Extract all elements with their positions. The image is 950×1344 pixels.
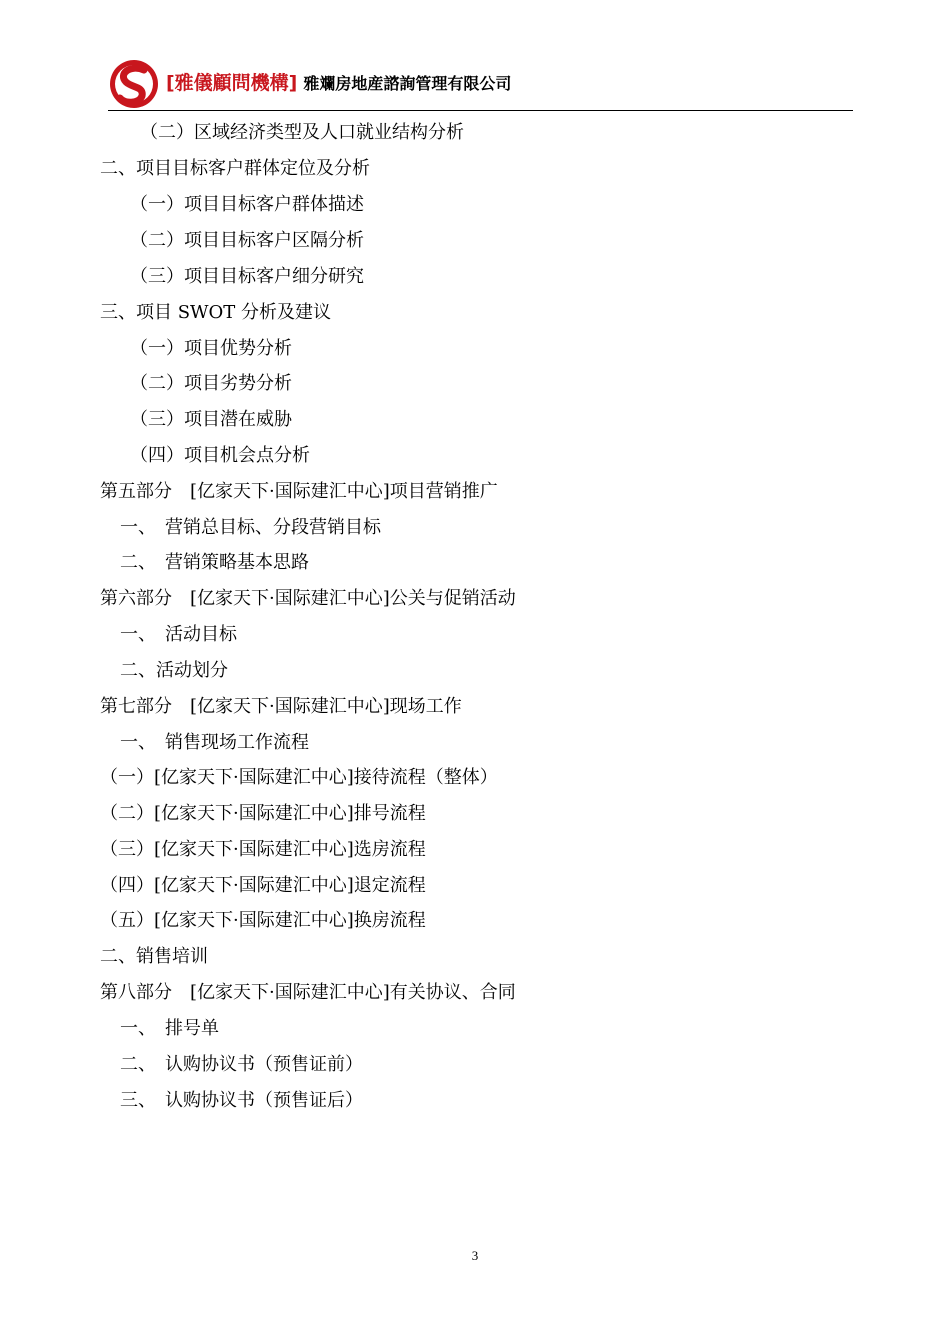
toc-line: （四）[亿家天下·国际建汇中心]退定流程	[100, 875, 426, 896]
toc-line: （二）项目劣势分析	[130, 373, 292, 394]
toc-line: 二、项目目标客户群体定位及分析	[100, 158, 370, 179]
toc-line: 第五部分 [亿家天下·国际建汇中心]项目营销推广	[100, 481, 498, 502]
toc-line: 一、 活动目标	[120, 624, 237, 645]
toc-line: 一、 销售现场工作流程	[120, 732, 309, 753]
toc-line: （一）项目目标客户群体描述	[130, 194, 364, 215]
toc-line: 二、销售培训	[100, 946, 208, 967]
toc-line: 一、 营销总目标、分段营销目标	[120, 517, 381, 538]
toc-line: 第七部分 [亿家天下·国际建汇中心]现场工作	[100, 696, 462, 717]
toc-line: （二）项目目标客户区隔分析	[130, 230, 364, 251]
toc-line: 一、 排号单	[120, 1018, 219, 1039]
org-name: [雅儀顧問機構]	[166, 72, 298, 94]
toc-line: （一）[亿家天下·国际建汇中心]接待流程（整体）	[100, 767, 498, 788]
toc-line: （四）项目机会点分析	[130, 445, 310, 466]
toc-line: 二、 认购协议书（预售证前）	[120, 1054, 363, 1075]
header-rule	[108, 110, 853, 111]
toc-line: （二）区域经济类型及人口就业结构分析	[140, 122, 464, 143]
page-number: 3	[471, 1248, 479, 1263]
company-logo-icon	[108, 58, 160, 110]
company-name: 雅斕房地産諮詢管理有限公司	[303, 74, 512, 93]
toc-line: （二）[亿家天下·国际建汇中心]排号流程	[100, 803, 426, 824]
toc-line: （三）[亿家天下·国际建汇中心]选房流程	[100, 839, 426, 860]
toc-line: 三、项目 SWOT 分析及建议	[100, 302, 332, 323]
toc-line: 二、 营销策略基本思路	[120, 552, 309, 573]
toc-line: 第六部分 [亿家天下·国际建汇中心]公关与促销活动	[100, 588, 516, 609]
toc-line: 三、 认购协议书（预售证后）	[120, 1090, 363, 1111]
toc-line: （三）项目目标客户细分研究	[130, 266, 364, 287]
toc-line: 第八部分 [亿家天下·国际建汇中心]有关协议、合同	[100, 982, 516, 1003]
toc-line: 二、活动划分	[120, 660, 228, 681]
header-text	[166, 68, 511, 95]
toc-line: （一）项目优势分析	[130, 338, 292, 359]
toc-line: （五）[亿家天下·国际建汇中心]换房流程	[100, 910, 426, 931]
toc-line: （三）项目潜在威胁	[130, 409, 292, 430]
page-header	[108, 56, 853, 112]
